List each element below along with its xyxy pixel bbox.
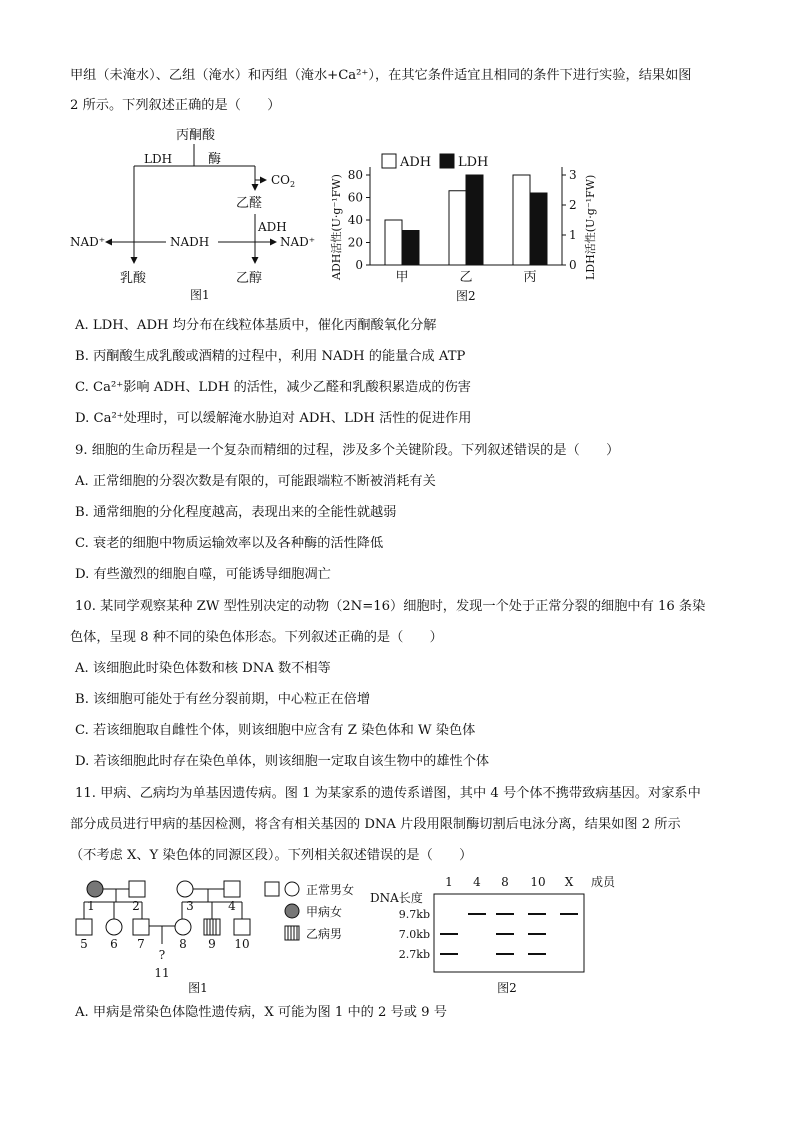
y-axis-left-label: ADH活性(U·g⁻¹FW) (330, 174, 343, 280)
bar-adh (513, 175, 530, 265)
acetaldehyde-label: 乙醛 (236, 196, 263, 211)
q11-option-a: A. 甲病是常染色体隐性遗传病，X 可能为图 1 中的 2 号或 9 号 (75, 1005, 447, 1020)
size-2-7kb: 2.7kb (398, 948, 430, 961)
individual-9 (204, 919, 220, 935)
members-label: 成员 (591, 875, 616, 889)
bar-ldh (530, 193, 547, 265)
q10-option-b: B. 该细胞可能处于有丝分裂前期，中心粒正在倍增 (75, 692, 371, 707)
q10-stem-line2: 色体，呈现 8 种不同的染色体形态。下列叙述正确的是（ ） (70, 630, 443, 645)
legend-normal-female-icon (285, 882, 299, 896)
lane-x-label: X (564, 875, 574, 889)
enzyme-activity-chart (322, 140, 602, 325)
x-tick-label: 甲 (395, 270, 409, 285)
figure1-caption: 图1 (190, 288, 210, 302)
legend-swatch-ldh (440, 154, 454, 168)
x-tick-label: 丙 (523, 270, 537, 285)
dna-length-label: DNA长度 (370, 891, 423, 905)
q9-option-a: A. 正常细胞的分裂次数是有限的，可能跟端粒不断被消耗有关 (75, 474, 436, 489)
individual-6 (106, 919, 122, 935)
q10-option-d: D. 若该细胞此时存在染色单体，则该细胞一定取自该生物中的雄性个体 (75, 754, 490, 769)
label-10: 10 (234, 937, 250, 951)
q9-option-d: D. 有些激烈的细胞自噬，可能诱导细胞凋亡 (75, 567, 331, 582)
pedigree-figure (70, 874, 370, 999)
individual-5 (76, 919, 92, 935)
q11-stem-line3: （不考虑 X、Y 染色体的同源区段）。下列相关叙述错误的是（ ） (70, 848, 473, 863)
legend-normal-label: 正常男女 (306, 883, 355, 897)
figure2-caption: 图2 (456, 289, 476, 303)
legend-disease-b-icon (285, 926, 299, 940)
individual-1 (87, 881, 103, 897)
individual-10 (234, 919, 250, 935)
legend-label-ldh: LDH (458, 155, 489, 170)
y-tick-label-left: 40 (347, 213, 363, 227)
lactic-label: 乳酸 (120, 271, 147, 286)
size-9-7kb: 9.7kb (398, 908, 430, 921)
label-1: 1 (87, 899, 95, 913)
bar-adh (385, 220, 402, 265)
q10-option-c: C. 若该细胞取自雌性个体，则该细胞中应含有 Z 染色体和 W 染色体 (75, 723, 476, 738)
legend-disease-a-label: 甲病女 (306, 905, 343, 919)
label-5: 5 (80, 937, 88, 951)
q9-option-b: B. 通常细胞的分化程度越高，表现出来的全能性就越弱 (75, 505, 397, 520)
label-3: 3 (186, 899, 194, 913)
lane-1-label: 1 (445, 875, 453, 889)
q10-stem-line1: 10. 某同学观察某种 ZW 型性别决定的动物（2N=16）细胞时，发现一个处于正常分裂的细胞中有 16 条染 (75, 599, 706, 614)
q9-option-c: C. 衰老的细胞中物质运输效率以及各种酶的活性降低 (75, 536, 384, 551)
label-8: 8 (179, 937, 187, 951)
individual-7 (133, 919, 149, 935)
pedigree-caption: 图1 (188, 981, 208, 995)
pathway-figure (68, 122, 328, 302)
lane-10-label: 10 (530, 875, 546, 889)
individual-4 (224, 881, 240, 897)
q8-option-d: D. Ca²⁺处理时，可以缓解淹水胁迫对 ADH、LDH 活性的促进作用 (75, 411, 472, 426)
nad-right-label: NAD⁺ (280, 235, 316, 249)
label-11: 11 (154, 966, 170, 980)
size-7-0kb: 7.0kb (398, 928, 430, 941)
y-tick-label-right: 3 (569, 168, 577, 182)
y-tick-label-left: 60 (347, 190, 363, 205)
label-6: 6 (110, 937, 118, 951)
legend-label-adh: ADH (400, 155, 432, 170)
co2-label: $CO_2$ (271, 173, 296, 189)
legend-normal-male-icon (265, 882, 279, 896)
q10-option-a: A. 该细胞此时染色体数和核 DNA 数不相等 (75, 661, 331, 676)
individual-8 (175, 919, 191, 935)
y-tick-label-right: 1 (569, 228, 577, 242)
unknown-mark: ? (158, 948, 166, 962)
ldh-label: LDH (144, 152, 173, 166)
nad-left-label: NAD⁺ (70, 235, 106, 249)
bar-ldh (402, 231, 419, 266)
q8-option-c: C. Ca²⁺影响 ADH、LDH 的活性，减少乙醛和乳酸积累造成的伤害 (75, 380, 471, 395)
adh-label: ADH (258, 220, 287, 234)
q8-stem-line2: 2 所示。下列叙述正确的是（ ） (70, 98, 281, 113)
individual-3 (177, 881, 193, 897)
nadh-label: NADH (170, 235, 210, 249)
individual-2 (129, 881, 145, 897)
y-tick-label-left: 80 (347, 168, 363, 182)
x-tick-label: 乙 (459, 270, 473, 285)
q11-stem-line1: 11. 甲病、乙病均为单基因遗传病。图 1 为某家系的遗传系谱图，其中 4 号个体不携带致病基因。对家系中 (75, 786, 701, 801)
bar-ldh (466, 175, 483, 265)
y-tick-label-left: 0 (355, 258, 363, 272)
y-axis-right-label: LDH活性(U·g⁻¹FW) (584, 174, 597, 280)
gel-figure (366, 872, 646, 997)
y-tick-label-left: 20 (347, 235, 363, 250)
legend-disease-b-label: 乙病男 (306, 927, 343, 941)
lane-8-label: 8 (501, 875, 509, 889)
enzyme-label: 酶 (208, 152, 222, 167)
label-9: 9 (208, 937, 216, 951)
label-7: 7 (137, 937, 145, 951)
q9-stem: 9. 细胞的生命历程是一个复杂而精细的过程，涉及多个关键阶段。下列叙述错误的是（ ） (75, 443, 620, 458)
pyruvate-label: 丙酮酸 (176, 128, 216, 143)
y-tick-label-right: 0 (569, 258, 577, 272)
gel-caption: 图2 (497, 981, 517, 995)
lane-4-label: 4 (473, 875, 481, 889)
q11-stem-line2: 部分成员进行甲病的基因检测，将含有相关基因的 DNA 片段用限制酶切割后电泳分离，结果如图 2 所示 (70, 817, 681, 832)
y-tick-label-right: 2 (569, 198, 577, 212)
q8-option-b: B. 丙酮酸生成乳酸或酒精的过程中，利用 NADH 的能量合成 ATP (75, 349, 466, 364)
bar-adh (449, 191, 466, 265)
legend-swatch-adh (382, 154, 396, 168)
ethanol-label: 乙醇 (236, 271, 263, 286)
q8-stem-line1: 甲组（未淹水）、乙组（淹水）和丙组（淹水+Ca²⁺），在其它条件适宜且相同的条件下进行实验，结果如图 (70, 68, 692, 83)
q8-option-a: A. LDH、ADH 均分布在线粒体基质中，催化丙酮酸氧化分解 (75, 318, 437, 333)
label-2: 2 (132, 899, 140, 913)
legend-disease-a-icon (285, 904, 299, 918)
label-4: 4 (228, 899, 236, 913)
